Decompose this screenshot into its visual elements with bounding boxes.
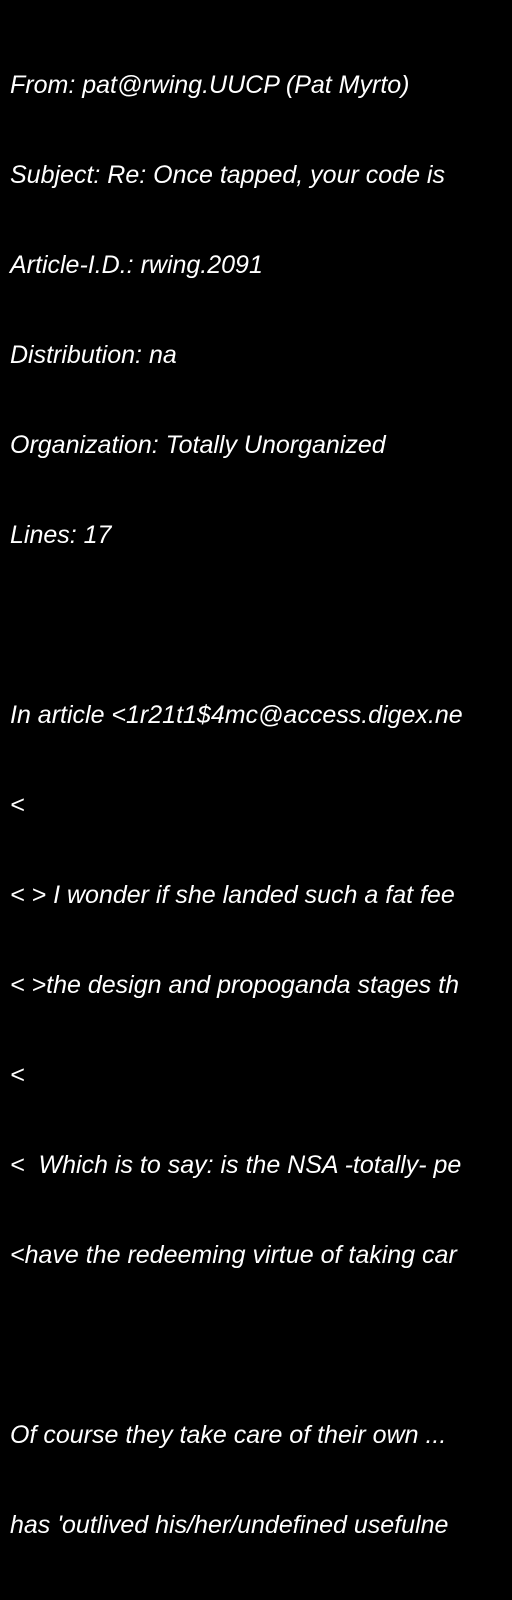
quoted-line: < >the design and propoganda stages th	[10, 971, 459, 999]
body-line: Of course they take care of their own ...	[10, 1421, 447, 1449]
header-distribution: Distribution: na	[10, 341, 177, 369]
blank-line	[10, 610, 463, 640]
quoted-line: < Which is to say: is the NSA -totally- pe	[10, 1151, 462, 1179]
quoted-line: < > I wonder if she landed such a fat fee	[10, 881, 455, 909]
body-line: has 'outlived his/her/undefined usefulne	[10, 1511, 449, 1539]
body-line: In article <1r21t1$4mc@access.digex.ne	[10, 701, 463, 729]
header-organization: Organization: Totally Unorganized	[10, 431, 386, 459]
quoted-line: <	[10, 791, 25, 819]
header-from: From: pat@rwing.UUCP (Pat Myrto)	[10, 71, 410, 99]
message-text	[10, 10, 463, 1600]
header-subject: Subject: Re: Once tapped, your code is	[10, 161, 445, 189]
header-lines: Lines: 17	[10, 521, 112, 549]
header-article-id: Article-I.D.: rwing.2091	[10, 251, 263, 279]
quoted-line: <	[10, 1061, 25, 1089]
blank-line	[10, 1330, 463, 1360]
quoted-line: <have the redeeming virtue of taking car	[10, 1241, 457, 1269]
